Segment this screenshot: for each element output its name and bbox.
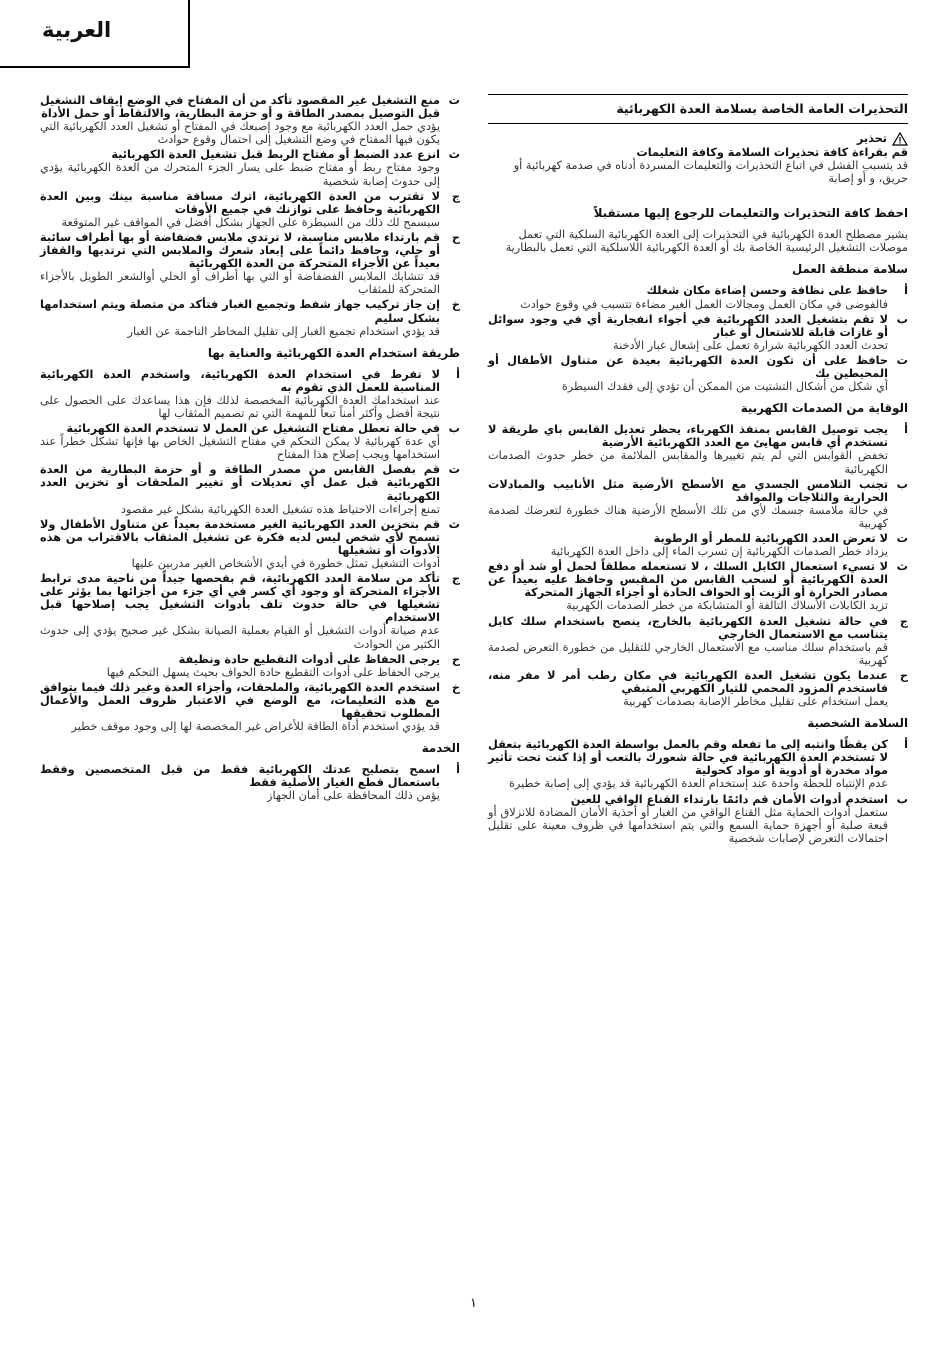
list-item: ب تجنب التلامس الجسدي مع الأسطح الأرضية مثل الأنابيب والمبادلات الحرارية والثلاجات والمواقد في حالة ملامسة جسمك لأي من تلك الأسطح الأرضية هناك خطورة لتعرضك لصدمة كهربية bbox=[488, 477, 908, 530]
keep-text: يشير مصطلح العدة الكهربائية في التحذيرات إلى العدة الكهربائية السلكية التي تعمل موصلات التشغيل الرئيسية الخاصة بك أو العدة الكهربائية اللاسلكية التي تعمل بالبطارية bbox=[505, 228, 908, 255]
list-item: ح قم بارتداء ملابس مناسبة، لا ترتدي ملابس فضفاضة أو بها أطراف سائبة أو حلي، وحافظ دائماً على إبعاد شعرك والملابس التي ترتديها والقفاز بعيداً عن الأجزاء المتحركة من العدة الكهربائية قد تتشابك الملابس الفضفاضة أو التي بها أطراف أو الحلي أوالشعر الطويل بالأجزاء المتحركة للمثقاب bbox=[40, 230, 460, 297]
list-item: ب في حالة تعطل مفتاح التشغيل عن العمل لا تستخدم العدة الكهربائية أي عدة كهربائية لا يمكن التحكم في مفتاح التشغيل الخاص بها فإنها تشكل خطراً عند استخدامها ويجب إصلاح هذا المفتاح bbox=[40, 422, 460, 462]
list-item: أ حافظ على نظافة وحسن إضاءة مكان شغلك فالفوضى في مكان العمل ومجالات العمل الغير مضاءة تتسبب في وقوع حوادث bbox=[520, 284, 908, 311]
list-item: ت لا تعرض العدد الكهربائية للمطر أو الرطوبة يزداد خطر الصدمات الكهربائية إن تسرب الماء إلى داخل العدة الكهربائية bbox=[550, 531, 908, 559]
left-column bbox=[40, 94, 460, 805]
right-column bbox=[488, 94, 908, 847]
list-item: أ لا تفرط في استخدام العدة الكهربائية، واستخدم العدة الكهربائية المناسبة للعمل الذي تقوم به عند استخدامك العدة الكهربائية المخصصة لذلك فإن هذا يساعدك على الحصول على نتيجة أفضل وأكثر أمناً تبعاً للمهمة التي تم تصميم المثقاب لها bbox=[40, 367, 460, 420]
warning-triangle-icon bbox=[892, 132, 908, 146]
personal-cont-list bbox=[40, 94, 460, 338]
read-all-heading: قم بقراءة كافة تحذيرات السلامة وكافة التعليمات bbox=[636, 146, 908, 159]
list-item: أ يجب توصيل القابس بمنفذ الكهرباء، يحظر تعديل القابس باي طريقة لا تستخدم أي قابس مهايئ مع العدد الكهربائية الأرضية تخفض القوابس التي لم يتم تغييرها والمقابس الملائمة من خطر حدوث الصدمات الكهربائية bbox=[488, 423, 908, 476]
service-list bbox=[40, 763, 460, 802]
list-item: ت حافظ على أن تكون العدة الكهربائية بعيدة عن متناول الأطفال أو المحيطين بك أي شكل من أشكال التشتيت من الممكن أن تؤدي إلى فقدك السيطرة bbox=[488, 353, 908, 394]
work-area-list bbox=[488, 284, 908, 393]
list-item: أ كن يقظًا وانتبه إلى ما تفعله وقم بالعمل بواسطة العدة الكهربائية بتعقل لا تستخدم العدة الكهربائية في حالة شعورك بالتعب أو إذا كنت تحت تأثير مواد مخدرة أو أدوية أو مواد كحولية عدم الإنتباه للحظة واحدة عند إستخدام العدة الكهربائية قد يؤدي إلى إصابة خطيرة bbox=[488, 738, 908, 791]
list-item: ج في حالة تشغيل العدة الكهربائية بالخارج، ينصح باستخدام سلك كابل يتناسب مع الاستعمال الخارجي قم باستخدام سلك مناسب مع الاستعمال الخارجي للتقليل من خطورة التعرض لصدمة كهربية bbox=[488, 614, 908, 667]
list-item: خ إن جاز تركيب جهاز شفط وتجميع الغبار فتأكد من متصلة ويتم استخدامها بشكل سليم قد يؤدي استخدام تجميع الغبار إلى تقليل المخاطر الناجمة عن الغبار bbox=[40, 298, 460, 338]
list-item: خ استخدم العدة الكهربائية، والملحقات، وأجزاء العدة وغير ذلك فيما يتوافق مع هذه التعليمات، مع الوضع في الاعتبار ظروف العمل والأعمال المطلوب تحقيقها قد يؤدي استخدم أداة الطاقة للأغراض غير المخصصة لها إلى وجود موقف خطير bbox=[40, 680, 460, 734]
personal-heading: السلامة الشخصية bbox=[807, 716, 908, 731]
warning-heading bbox=[488, 132, 908, 146]
work-area-heading: سلامة منطقة العمل bbox=[791, 262, 908, 277]
warning-label: تحذير bbox=[856, 132, 887, 146]
list-item: ج تأكد من سلامة العدد الكهربائية، قم بفحصها جيداً من ناحية مدى ترابط الأجزاء المتحركة أو وجود أي كسر في أي جزء من أجزائها بما يؤثر على تشغيلها في حالة حدوث تلف بأدوات التشغيل يجب إصلاحها قبل الاستخدام عدم صيانة أدوات التشغيل أو القيام بعملية الصيانة بشكل غير صحيح يؤدي إلى حدوث الكثير من الحوادث bbox=[40, 572, 460, 651]
list-item: ت منع التشغيل غير المقصود تأكد من أن المفتاح في الوضع إيقاف التشغيل قبل التوصيل بمصدر الطاقة و أو حزمة البطارية، والالتقاط أو حمل الأداة يؤدي حمل العدد الكهربائية مع وجود إصبعك في المفتاح أو تشغيل العدد الكهربائية التي يكون فيها المفتاح في وضع التشغيل إلى احتمال وقوع حوادث bbox=[40, 94, 460, 147]
list-item: ث انزع عدد الضبط أو مفتاح الربط قبل تشغيل العدة الكهربائية وجود مفتاح ربط أو مفتاح ضبط على يسار الجزء المتحرك من العدة الكهربائية يؤدي إلى حدوث إصابة شخصية bbox=[40, 148, 460, 188]
electric-heading: الوقاية من الصدمات الكهربية bbox=[740, 401, 908, 416]
use-care-list bbox=[40, 368, 460, 734]
personal-list bbox=[488, 738, 908, 845]
service-heading: الخدمة bbox=[421, 741, 460, 756]
list-item: ث لا تسيء استعمال الكابل السلك ، لا تستعمله مطلقاً لحمل أو شد أو دفع العدة الكهربائية أو لسحب القابس من المقبس وحافظ عليه بعيداً عن مصادر الحرارة أو الزيت أو الحواف الحادة أو أجزاء الجهاز المتحركة تزيد الكابلات الأسلاك التالفة أو المتشابكة من خطر الصدمات الكهربية bbox=[488, 560, 908, 613]
list-item: ت قم بفصل القابس من مصدر الطاقة و أو حزمة البطارية من العدة الكهربائية قبل عمل أي تعديلات أو تغيير الملحقات أو تخزين العدد الكهربائية تمنع إجراءات الاحتياط هذه تشغيل العدة الكهربائية بشكل غير مقصود bbox=[40, 463, 460, 516]
list-item: أ اسمح بتصليح عدتك الكهربائية فقط من قبل المتخصصين وفقط باستعمال قطع الغيار الأصلية فقط يؤمن ذلك المحافظة على أمان الجهاز bbox=[40, 763, 460, 803]
page-number: ١ bbox=[470, 1296, 477, 1311]
list-item: ح عندما يكون تشغيل العدة الكهربائية في مكان رطب أمر لا مفر منه، فاستخدم المزود المحمي للتيار الكهربي المتبقي يعمل استخدام على تقليل مخاطر الإصابة بصدمات كهربية bbox=[488, 668, 908, 709]
list-item: ب لا تقم بتشغيل العدد الكهربائية في أجواء انفجارية أي في وجود سوائل أو غازات قابلة للاشتعال أو غبار تحدث العدد الكهربائية شرارة تعمل على إشعال غبار الأدخنة bbox=[488, 312, 908, 352]
list-item: ث قم بتخزين العدد الكهربائية الغير مستخدمة بعيداً عن متناول الأطفال ولا تسمح لأي شخص ليس لديه فكرة عن تشغيل المثقاب بالاقتراب من هذه الأدوات أو تشغيلها أدوات التشغيل تمثل خطورة في أيدي الأشخاص الغير مدربين عليها bbox=[40, 517, 460, 570]
electric-list bbox=[488, 423, 908, 708]
use-care-heading: طريقة استخدام العدة الكهربائية والعناية بها bbox=[207, 345, 460, 360]
section-title: التحذيرات العامة الخاصة بسلامة العدة الكهربائية bbox=[488, 101, 908, 124]
language-tab bbox=[0, 0, 190, 68]
keep-heading: احفظ كافة التحذيرات والتعليمات للرجوع إليها مستقبلاً bbox=[593, 206, 908, 221]
list-item: ح يرجى الحفاظ على أدوات التقطيع حادة ونظيفة يرجى الحفاظ على أدوات التقطيع حادة الحواف بحيث يسهل التحكم فيها bbox=[106, 652, 460, 679]
read-all-text: قد يتسبب الفشل في اتباع التحذيرات والتعليمات المسردة أدناه في صدمة كهربائية أو حريق، و أو إصابة bbox=[513, 159, 908, 186]
top-rule bbox=[488, 94, 908, 95]
list-item: ج لا تقترب من العدة الكهربائية، اترك مسافة مناسبة بينك وبين العدة الكهربائية وحافظ على توازنك في جميع الأوقات سيسمح لك ذلك من السيطرة على الجهاز بشكل أفضل في المواقف غير المتوقعة bbox=[40, 189, 460, 229]
language-tab-label: العربية bbox=[42, 18, 112, 42]
list-item: ب استخدم أدوات الأمان قم دائمًا بارتداء القناع الواقي للعين ستعمل أدوات الحماية مثل القناع الواقي من الغبار أو أحذية الأمان المضادة للانزلاق أو قبعة صلبة أو أجهزة حماية السمع والتي يتم استخدامها في ظروف معينة على تقليل احتمالات التعرض لإصابات شخصية bbox=[488, 792, 908, 845]
